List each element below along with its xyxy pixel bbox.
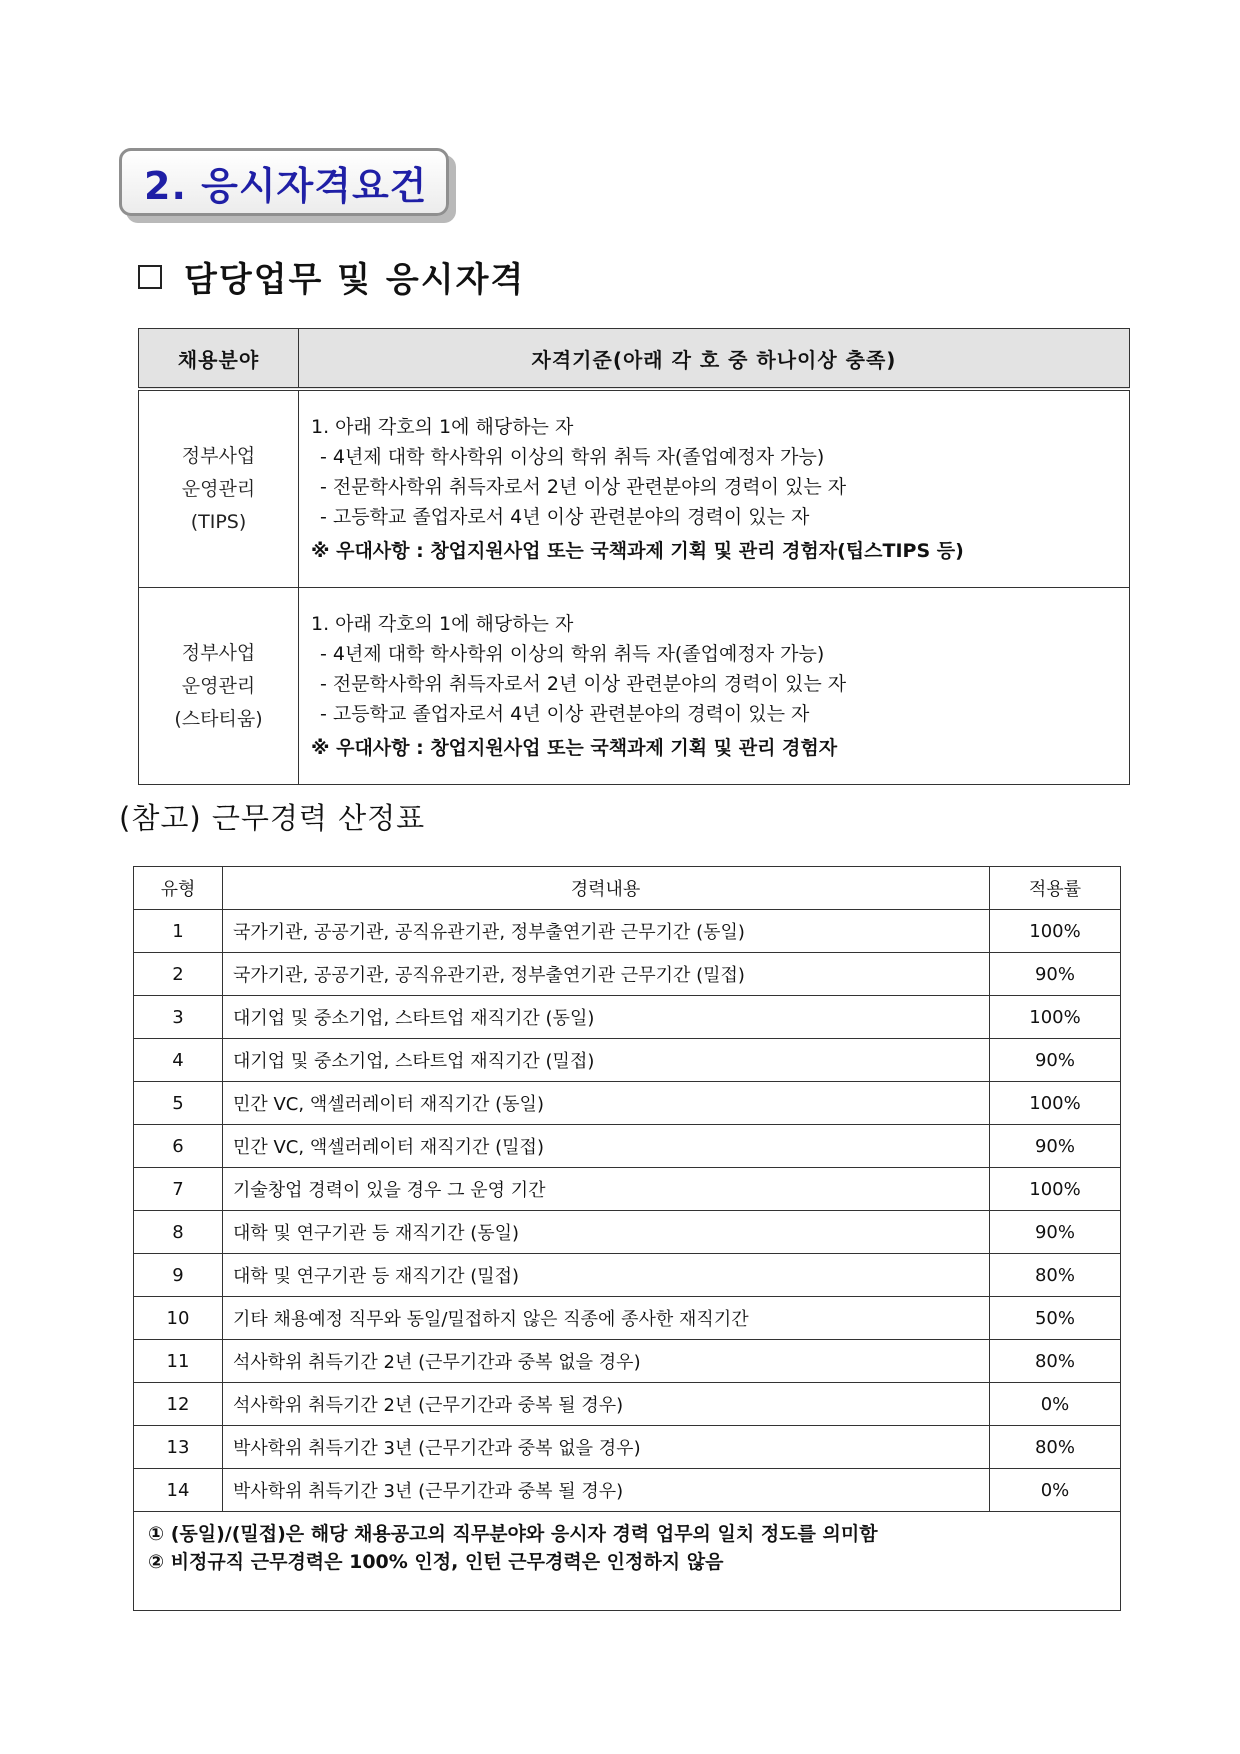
row-content: 박사학위 취득기간 3년 (근무기간과 중복 없을 경우) bbox=[223, 1426, 990, 1469]
row-content: 기타 채용예정 직무와 동일/밀접하지 않은 직종에 종사한 재직기간 bbox=[223, 1297, 990, 1340]
career-notes-row bbox=[134, 1512, 1121, 1611]
row-rate: 90% bbox=[990, 1211, 1121, 1254]
table-row bbox=[134, 1082, 1121, 1125]
row-type: 12 bbox=[134, 1383, 223, 1426]
table-row bbox=[134, 1254, 1121, 1297]
row-type: 7 bbox=[134, 1168, 223, 1211]
row-rate: 80% bbox=[990, 1340, 1121, 1383]
checkbox-square-icon bbox=[138, 265, 162, 289]
career-notes bbox=[134, 1512, 1121, 1611]
header-content: 경력내용 bbox=[223, 867, 990, 910]
criteria-line: 1. 아래 각호의 1에 해당하는 자 bbox=[311, 416, 574, 438]
field-cell bbox=[139, 389, 299, 588]
row-type: 14 bbox=[134, 1469, 223, 1512]
row-rate: 100% bbox=[990, 1082, 1121, 1125]
subsection-title: 담당업무 및 응시자격 bbox=[184, 260, 526, 300]
note-line: ② 비정규직 근무경력은 100% 인정, 인턴 근무경력은 인정하지 않음 bbox=[148, 1551, 724, 1573]
criteria-line: - 고등학교 졸업자로서 4년 이상 관련분야의 경력이 있는 자 bbox=[320, 506, 810, 528]
criteria-line: - 4년제 대학 학사학위 이상의 학위 취득 자(졸업예정자 가능) bbox=[320, 643, 825, 665]
row-rate: 80% bbox=[990, 1254, 1121, 1297]
field-line: 운영관리 bbox=[181, 477, 256, 500]
table-row bbox=[134, 1168, 1121, 1211]
qualification-row bbox=[139, 588, 1130, 785]
row-content: 대기업 및 중소기업, 스타트업 재직기간 (밀접) bbox=[223, 1039, 990, 1082]
criteria-cell bbox=[299, 389, 1130, 588]
career-table-body bbox=[134, 910, 1121, 1512]
qualification-header-row bbox=[139, 329, 1130, 390]
row-rate: 0% bbox=[990, 1469, 1121, 1512]
row-content: 국가기관, 공공기관, 공직유관기관, 정부출연기관 근무기간 (동일) bbox=[223, 910, 990, 953]
row-content: 민간 VC, 액셀러레이터 재직기간 (밀접) bbox=[223, 1125, 990, 1168]
row-rate: 100% bbox=[990, 910, 1121, 953]
table-row bbox=[134, 1039, 1121, 1082]
field-line: 정부사업 bbox=[181, 444, 256, 467]
row-content: 박사학위 취득기간 3년 (근무기간과 중복 될 경우) bbox=[223, 1469, 990, 1512]
header-type: 유형 bbox=[134, 867, 223, 910]
row-content: 석사학위 취득기간 2년 (근무기간과 중복 될 경우) bbox=[223, 1383, 990, 1426]
row-content: 석사학위 취득기간 2년 (근무기간과 중복 없을 경우) bbox=[223, 1340, 990, 1383]
table-row bbox=[134, 1297, 1121, 1340]
table-row bbox=[134, 1340, 1121, 1383]
row-type: 2 bbox=[134, 953, 223, 996]
table-row bbox=[134, 1426, 1121, 1469]
row-content: 대학 및 연구기관 등 재직기간 (밀접) bbox=[223, 1254, 990, 1297]
row-rate: 80% bbox=[990, 1426, 1121, 1469]
row-rate: 90% bbox=[990, 1039, 1121, 1082]
field-line: (TIPS) bbox=[190, 510, 247, 533]
criteria-line: - 고등학교 졸업자로서 4년 이상 관련분야의 경력이 있는 자 bbox=[320, 703, 810, 725]
row-rate: 0% bbox=[990, 1383, 1121, 1426]
row-content: 대학 및 연구기관 등 재직기간 (동일) bbox=[223, 1211, 990, 1254]
table-row bbox=[134, 1383, 1121, 1426]
row-content: 민간 VC, 액셀러레이터 재직기간 (동일) bbox=[223, 1082, 990, 1125]
reference-title: (참고) 근무경력 산정표 bbox=[119, 801, 426, 835]
row-type: 6 bbox=[134, 1125, 223, 1168]
criteria-line: - 전문학사학위 취득자로서 2년 이상 관련분야의 경력이 있는 자 bbox=[320, 673, 847, 695]
row-content: 대기업 및 중소기업, 스타트업 재직기간 (동일) bbox=[223, 996, 990, 1039]
row-type: 8 bbox=[134, 1211, 223, 1254]
row-content: 국가기관, 공공기관, 공직유관기관, 정부출연기관 근무기간 (밀접) bbox=[223, 953, 990, 996]
preference-note: ※ 우대사항 : 창업지원사업 또는 국책과제 기획 및 관리 경험자(팁스TIPS 등) bbox=[311, 540, 964, 562]
qualification-row bbox=[139, 389, 1130, 588]
table-row bbox=[134, 1211, 1121, 1254]
row-content: 기술창업 경력이 있을 경우 그 운영 기간 bbox=[223, 1168, 990, 1211]
table-row bbox=[134, 1469, 1121, 1512]
criteria-line: - 전문학사학위 취득자로서 2년 이상 관련분야의 경력이 있는 자 bbox=[320, 476, 847, 498]
criteria-cell bbox=[299, 588, 1130, 785]
row-rate: 100% bbox=[990, 996, 1121, 1039]
table-row bbox=[134, 1125, 1121, 1168]
header-field: 채용분야 bbox=[139, 329, 299, 390]
criteria-line: 1. 아래 각호의 1에 해당하는 자 bbox=[311, 613, 574, 635]
career-header-row bbox=[134, 867, 1121, 910]
row-rate: 90% bbox=[990, 953, 1121, 996]
subsection-heading bbox=[138, 252, 525, 301]
row-rate: 50% bbox=[990, 1297, 1121, 1340]
header-rate: 적용률 bbox=[990, 867, 1121, 910]
table-row bbox=[134, 996, 1121, 1039]
section-title-badge bbox=[119, 148, 449, 216]
row-type: 1 bbox=[134, 910, 223, 953]
preference-note: ※ 우대사항 : 창업지원사업 또는 국책과제 기획 및 관리 경험자 bbox=[311, 737, 838, 759]
row-type: 9 bbox=[134, 1254, 223, 1297]
row-type: 10 bbox=[134, 1297, 223, 1340]
criteria-line: - 4년제 대학 학사학위 이상의 학위 취득 자(졸업예정자 가능) bbox=[320, 446, 825, 468]
career-table bbox=[133, 866, 1121, 1611]
table-row bbox=[134, 910, 1121, 953]
row-type: 3 bbox=[134, 996, 223, 1039]
row-type: 13 bbox=[134, 1426, 223, 1469]
row-rate: 100% bbox=[990, 1168, 1121, 1211]
field-line: 운영관리 bbox=[181, 674, 256, 697]
table-row bbox=[134, 953, 1121, 996]
row-type: 11 bbox=[134, 1340, 223, 1383]
row-rate: 90% bbox=[990, 1125, 1121, 1168]
header-criteria: 자격기준(아래 각 호 중 하나이상 충족) bbox=[299, 329, 1130, 390]
row-type: 4 bbox=[134, 1039, 223, 1082]
qualification-table bbox=[138, 328, 1130, 785]
field-line: 정부사업 bbox=[181, 641, 256, 664]
field-line: (스타티움) bbox=[174, 707, 263, 730]
section-title: 2. 응시자격요건 bbox=[144, 163, 428, 208]
note-line: ① (동일)/(밀접)은 해당 채용공고의 직무분야와 응시자 경력 업무의 일치 정도를 의미함 bbox=[148, 1523, 878, 1545]
row-type: 5 bbox=[134, 1082, 223, 1125]
field-cell bbox=[139, 588, 299, 785]
